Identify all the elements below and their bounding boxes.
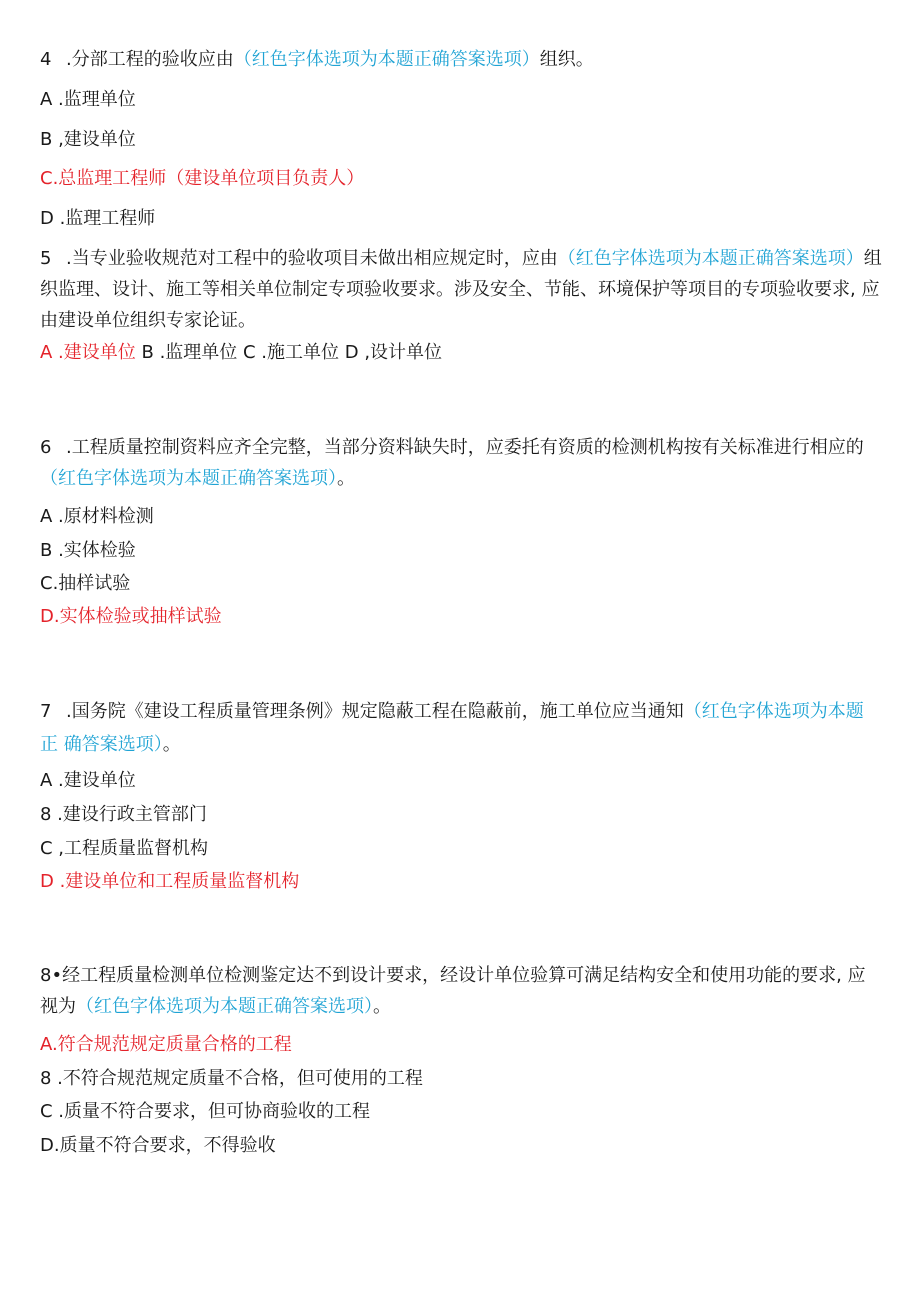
question-text-end: 。	[373, 996, 391, 1017]
question-number: 4	[40, 49, 52, 70]
option-a-correct: A.符合规范规定质量合格的工程	[40, 1034, 292, 1055]
question-8-stem	[40, 960, 882, 1022]
question-text-end: 组 织监理、设计、施工等相关单位制定专项验收要求。涉及安全、节能、环境保护等项目的专项验收要求, 应由建设单位组织专家论证。	[40, 248, 882, 331]
option-a: A .监理单位	[40, 89, 136, 110]
answer-hint-part1: （红色字体选项为本题	[683, 701, 864, 722]
question-number: 6	[40, 437, 52, 458]
question-text: •经工程质量检测单位检测鉴定达不到设计要求，经设计单位验算可满足结构安全和使用功能的要求, 应视为	[40, 965, 866, 1017]
answer-hint: （红色字体选项为本题正确答案选项）	[233, 49, 540, 70]
option-a: A .建设单位	[40, 770, 136, 791]
answer-hint-part2: 正 确答案选项）	[40, 734, 163, 755]
question-number: 8	[40, 965, 52, 986]
other-options: B .监理单位 C .施工单位 D ,设计单位	[141, 342, 443, 363]
option-a: A .原材料检测	[40, 506, 154, 527]
question-5-options	[40, 342, 442, 364]
question-5-stem	[40, 243, 882, 336]
option-d-correct: D.实体检验或抽样试验	[40, 606, 222, 627]
option-b: 8 .不符合规范规定质量不合格，但可使用的工程	[40, 1068, 423, 1089]
question-6-stem	[40, 432, 882, 494]
answer-hint: （红色字体选项为本题正确答案选项）	[76, 996, 373, 1017]
option-d-correct: D .建设单位和工程质量监督机构	[40, 871, 300, 892]
option-d: D .监理工程师	[40, 208, 156, 229]
option-c: C .质量不符合要求，但可协商验收的工程	[40, 1101, 371, 1122]
question-text: .国务院《建设工程质量管理条例》规定隐蔽工程在隐蔽前，施工单位应当通知	[66, 701, 684, 722]
question-7-stem-cont	[40, 734, 181, 756]
question-text-end: 。	[337, 468, 355, 489]
question-7-stem	[40, 701, 864, 723]
option-c: C.抽样试验	[40, 573, 131, 594]
question-text-end: 。	[162, 734, 181, 755]
question-number: 7	[40, 701, 52, 722]
question-text-end: 组织。	[539, 49, 594, 70]
option-b: B ,建设单位	[40, 129, 136, 150]
question-4-stem	[40, 49, 594, 71]
option-d: D.质量不符合要求，不得验收	[40, 1135, 276, 1156]
option-c-correct: C.总监理工程师（建设单位项目负责人）	[40, 168, 365, 189]
option-c: C ,工程质量监督机构	[40, 838, 209, 859]
answer-hint: （红色字体选项为本题正确答案选项）	[557, 248, 864, 269]
option-b: B .实体检验	[40, 540, 136, 561]
option-b: 8 .建设行政主管部门	[40, 804, 207, 825]
question-text: .分部工程的验收应由	[66, 49, 234, 70]
answer-hint: （红色字体选项为本题正确答案选项）	[40, 468, 337, 489]
option-a-correct: A .建设单位	[40, 342, 136, 363]
question-number: 5	[40, 248, 52, 269]
question-text: .工程质量控制资料应齐全完整，当部分资料缺失时，应委托有资质的检测机构按有关标准进行相应的	[66, 437, 864, 458]
question-text: .当专业验收规范对工程中的验收项目未做出相应规定时，应由	[66, 248, 558, 269]
